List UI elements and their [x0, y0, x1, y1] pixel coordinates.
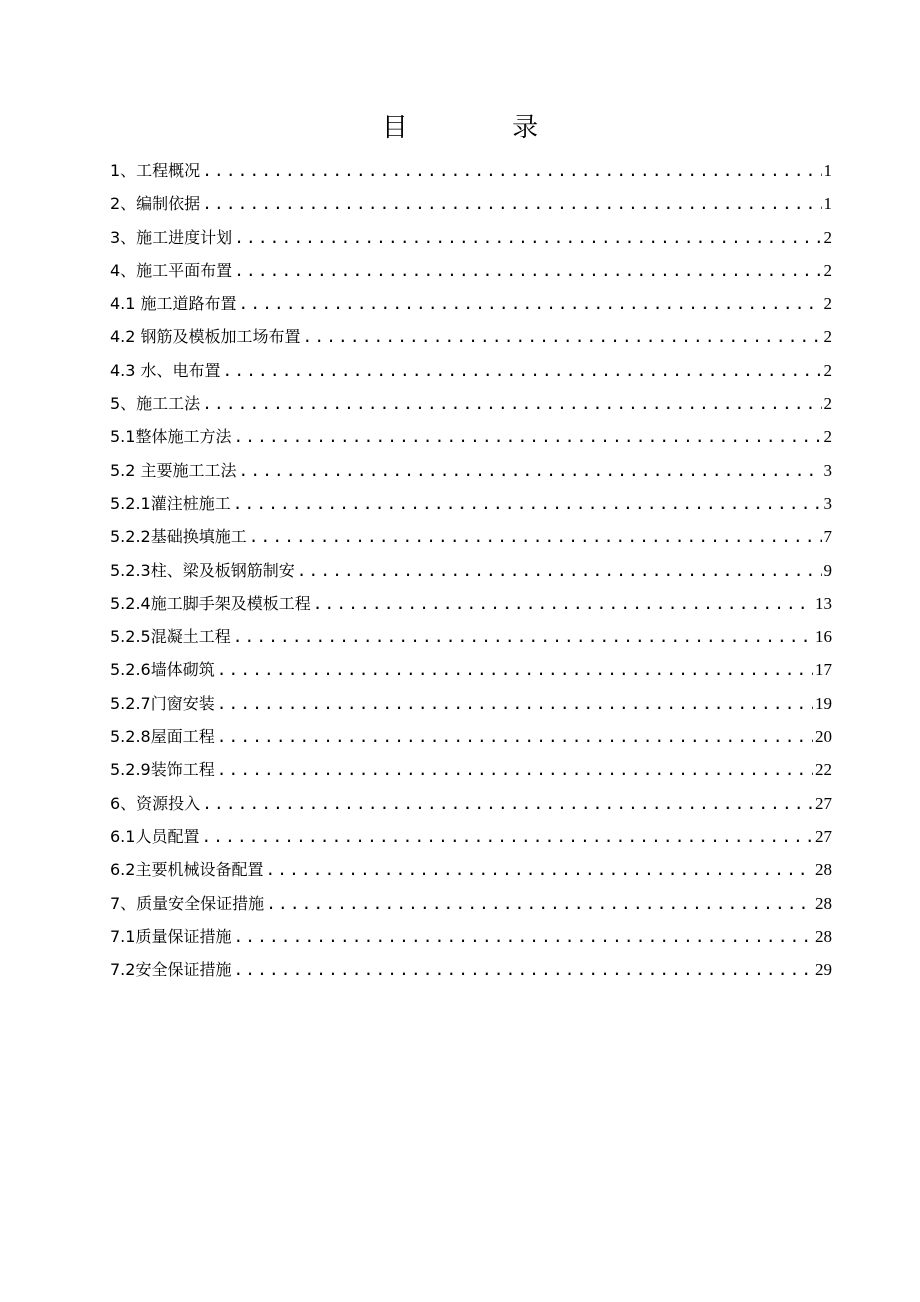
toc-entry-page: 27 — [815, 793, 832, 813]
toc-entry-label: 5.2.1灌注桩施工 — [110, 493, 231, 513]
toc-leader-dots — [223, 354, 822, 387]
toc-leader-dots — [202, 787, 813, 820]
toc-entry-label: 5.2.8屋面工程 — [110, 727, 215, 747]
toc-entry — [110, 520, 832, 553]
toc-entry — [110, 720, 832, 753]
toc-entry-label: 7.2安全保证措施 — [110, 960, 232, 980]
toc-entry-label: 4.3 水、电布置 — [110, 360, 221, 380]
toc-entry — [110, 554, 832, 587]
toc-entry-label: 4.2 钢筋及模板加工场布置 — [110, 327, 301, 347]
toc-entry-page: 2 — [823, 294, 832, 314]
toc-entry — [110, 420, 832, 453]
toc-leader-dots — [202, 387, 821, 420]
toc-leader-dots — [233, 953, 813, 986]
toc-leader-dots — [217, 753, 813, 786]
toc-entry — [110, 487, 832, 520]
toc-entry-label: 1、工程概况 — [110, 161, 201, 180]
toc-entry-page: 16 — [815, 627, 832, 647]
toc-entry-label: 5.2.5混凝土工程 — [110, 627, 231, 647]
toc-entry — [110, 953, 832, 986]
toc-entry — [110, 287, 832, 320]
toc-entry — [110, 687, 832, 720]
toc-entry-page: 27 — [815, 826, 832, 846]
toc-entry-page: 2 — [823, 394, 832, 414]
toc-entry-label: 5.2.3柱、梁及板钢筋制安 — [110, 560, 295, 580]
toc-entry-page: 19 — [815, 693, 832, 713]
toc-leader-dots — [297, 554, 822, 587]
toc-entry-page: 28 — [815, 926, 832, 946]
toc-leader-dots — [265, 853, 813, 886]
toc-entry — [110, 387, 832, 420]
toc-entry-page: 2 — [823, 427, 832, 447]
toc-entry-page: 7 — [823, 527, 832, 547]
toc-leader-dots — [303, 320, 822, 353]
toc-entry-label: 6.2主要机械设备配置 — [110, 860, 264, 880]
toc-entry-label: 2、编制依据 — [110, 194, 201, 214]
toc-entry — [110, 187, 832, 220]
toc-leader-dots — [239, 287, 822, 320]
toc-leader-dots — [202, 154, 821, 187]
toc-entry-page: 29 — [815, 960, 832, 980]
toc-entry — [110, 887, 832, 920]
toc-leader-dots — [233, 487, 822, 520]
toc-entry-label: 5.2.4施工脚手架及模板工程 — [110, 593, 311, 613]
toc-entry-label: 4.1 施工道路布置 — [110, 294, 237, 314]
toc-entry-page: 2 — [823, 360, 832, 380]
toc-entry — [110, 154, 832, 187]
toc-entry-label: 5.2 主要施工工法 — [110, 460, 237, 480]
toc-leader-dots — [234, 254, 821, 287]
toc-entry-label: 6、资源投入 — [110, 793, 201, 813]
toc-leader-dots — [217, 687, 813, 720]
toc-leader-dots — [313, 587, 813, 620]
toc-entry-page: 28 — [815, 893, 832, 913]
toc-entry-label: 4、施工平面布置 — [110, 260, 233, 280]
toc-entry-label: 5、施工工法 — [110, 394, 201, 414]
toc-leader-dots — [249, 520, 822, 553]
toc-entry-label: 5.2.2基础换填施工 — [110, 527, 247, 547]
toc-entry-label: 5.1整体施工方法 — [110, 427, 232, 447]
toc-list — [110, 154, 832, 986]
toc-entry — [110, 853, 832, 886]
toc-entry — [110, 254, 832, 287]
toc-title: 目 录 — [381, 113, 587, 143]
toc-entry-page: 1 — [823, 194, 832, 214]
toc-entry — [110, 320, 832, 353]
toc-entry-page: 3 — [823, 493, 832, 513]
toc-leader-dots — [217, 653, 813, 686]
toc-leader-dots — [202, 187, 821, 220]
toc-entry-page: 2 — [823, 227, 832, 247]
toc-entry-page: 22 — [815, 760, 832, 780]
toc-entry-label: 7.1质量保证措施 — [110, 926, 232, 946]
toc-entry — [110, 587, 832, 620]
toc-entry — [110, 920, 832, 953]
toc-entry-label: 3、施工进度计划 — [110, 227, 233, 247]
toc-entry-page: 2 — [823, 327, 832, 347]
toc-entry-page: 13 — [815, 593, 832, 613]
toc-leader-dots — [233, 620, 813, 653]
toc-leader-dots — [234, 221, 821, 254]
toc-entry — [110, 653, 832, 686]
toc-leader-dots — [201, 820, 813, 853]
toc-entry-label: 5.2.9装饰工程 — [110, 760, 215, 780]
toc-entry — [110, 820, 832, 853]
toc-entry — [110, 354, 832, 387]
toc-leader-dots — [233, 920, 813, 953]
toc-entry — [110, 620, 832, 653]
toc-entry-label: 5.2.6墙体砌筑 — [110, 660, 215, 680]
toc-entry — [110, 753, 832, 786]
toc-leader-dots — [217, 720, 813, 753]
toc-entry-label: 5.2.7门窗安装 — [110, 693, 215, 713]
toc-entry-page: 17 — [815, 660, 832, 680]
toc-leader-dots — [233, 420, 821, 453]
toc-entry — [110, 454, 832, 487]
toc-entry-label: 7、质量安全保证措施 — [110, 893, 265, 913]
toc-entry-page: 9 — [823, 560, 832, 580]
toc-entry-page: 1 — [823, 161, 832, 180]
toc-entry-page: 28 — [815, 860, 832, 880]
toc-leader-dots — [266, 887, 813, 920]
toc-entry-page: 20 — [815, 727, 832, 747]
toc-leader-dots — [239, 454, 822, 487]
toc-entry — [110, 221, 832, 254]
toc-entry-label: 6.1人员配置 — [110, 826, 200, 846]
toc-entry — [110, 787, 832, 820]
toc-entry-page: 3 — [823, 460, 832, 480]
toc-entry-page: 2 — [823, 260, 832, 280]
